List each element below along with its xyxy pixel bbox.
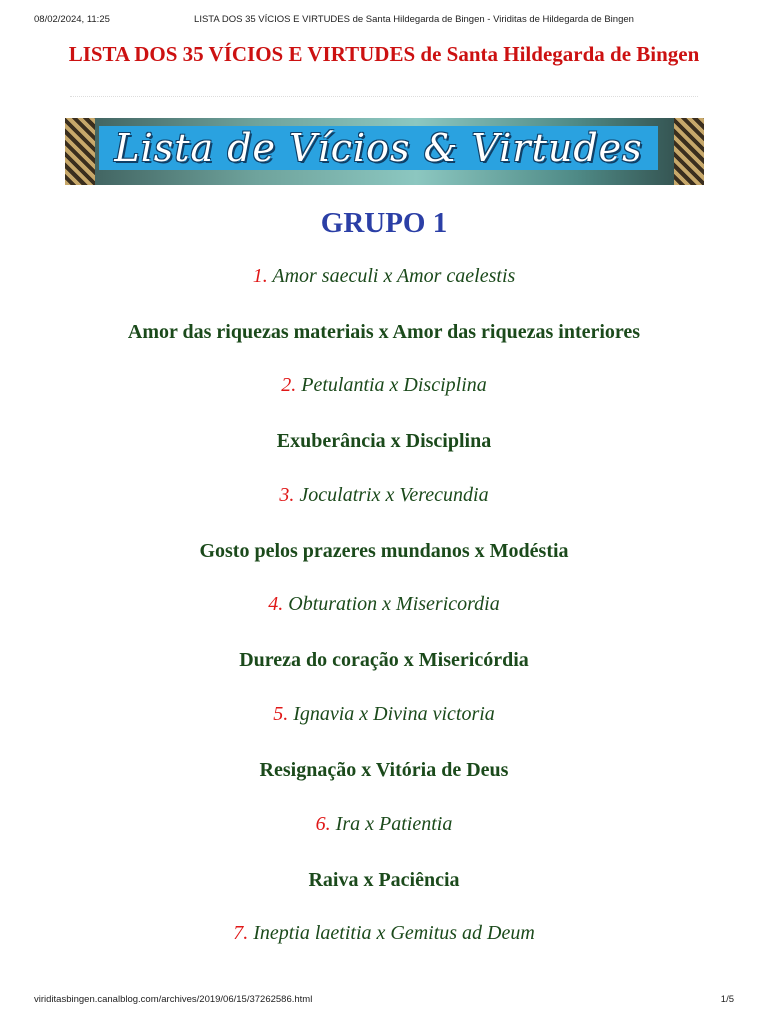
entry-latin-7 [20,920,748,946]
entry-portuguese-4: Dureza do coração x Misericórdia [239,649,529,671]
print-page-title: LISTA DOS 35 VÍCIOS E VIRTUDES de Santa Hildegarda de Bingen - Viriditas de Hildegarda de Bingen [194,14,634,25]
print-datetime: 08/02/2024, 11:25 [34,14,110,25]
entry-latin-text: Ira x Patientia [335,813,453,835]
page-count: 1/5 [720,994,734,1005]
entry-latin-4 [20,591,748,617]
entry-portuguese-5: Resignação x Vitória de Deus [259,759,509,781]
entry-latin-text: Amor saeculi x Amor caelestis [272,265,516,287]
title-divider [70,96,698,97]
banner-ornament-right [674,118,704,185]
post-title: LISTA DOS 35 VÍCIOS E VIRTUDES de Santa Hildegarda de Bingen [68,42,700,66]
banner-image [65,118,704,185]
print-header [34,14,734,28]
entry-latin-text: Ineptia laetitia x Gemitus ad Deum [253,922,535,944]
entry-latin-2 [20,372,748,398]
entry-latin-3 [20,482,748,508]
entry-portuguese-3: Gosto pelos prazeres mundanos x Modéstia [199,540,569,562]
entry-number: 7. [233,922,249,944]
entry-portuguese-2: Exuberância x Disciplina [276,430,492,452]
entry-number: 2. [281,374,297,396]
entry-latin-text: Obturation x Misericordia [288,593,500,615]
entry-number: 5. [273,703,289,725]
print-url: viriditasbingen.canalblog.com/archives/2019/06/15/37262586.html [34,994,313,1005]
entry-number: 3. [279,484,295,506]
print-footer [34,994,734,1008]
group-heading: GRUPO 1 [320,207,448,239]
entry-number: 6. [315,813,331,835]
entry-latin-5 [20,701,748,727]
banner-text: Lista de Vícios & Virtudes [114,126,643,170]
entry-portuguese-6: Raiva x Paciência [308,869,460,891]
banner-band [99,126,658,170]
entry-latin-1 [20,263,748,289]
entry-number: 4. [268,593,284,615]
banner-ornament-left [65,118,95,185]
entry-latin-6 [20,811,748,837]
entry-number: 1. [252,265,268,287]
entry-latin-text: Joculatrix x Verecundia [299,484,489,506]
entry-latin-text: Petulantia x Disciplina [301,374,487,396]
entry-latin-text: Ignavia x Divina victoria [293,703,495,725]
entry-portuguese-1: Amor das riquezas materiais x Amor das riquezas interiores [127,321,641,343]
